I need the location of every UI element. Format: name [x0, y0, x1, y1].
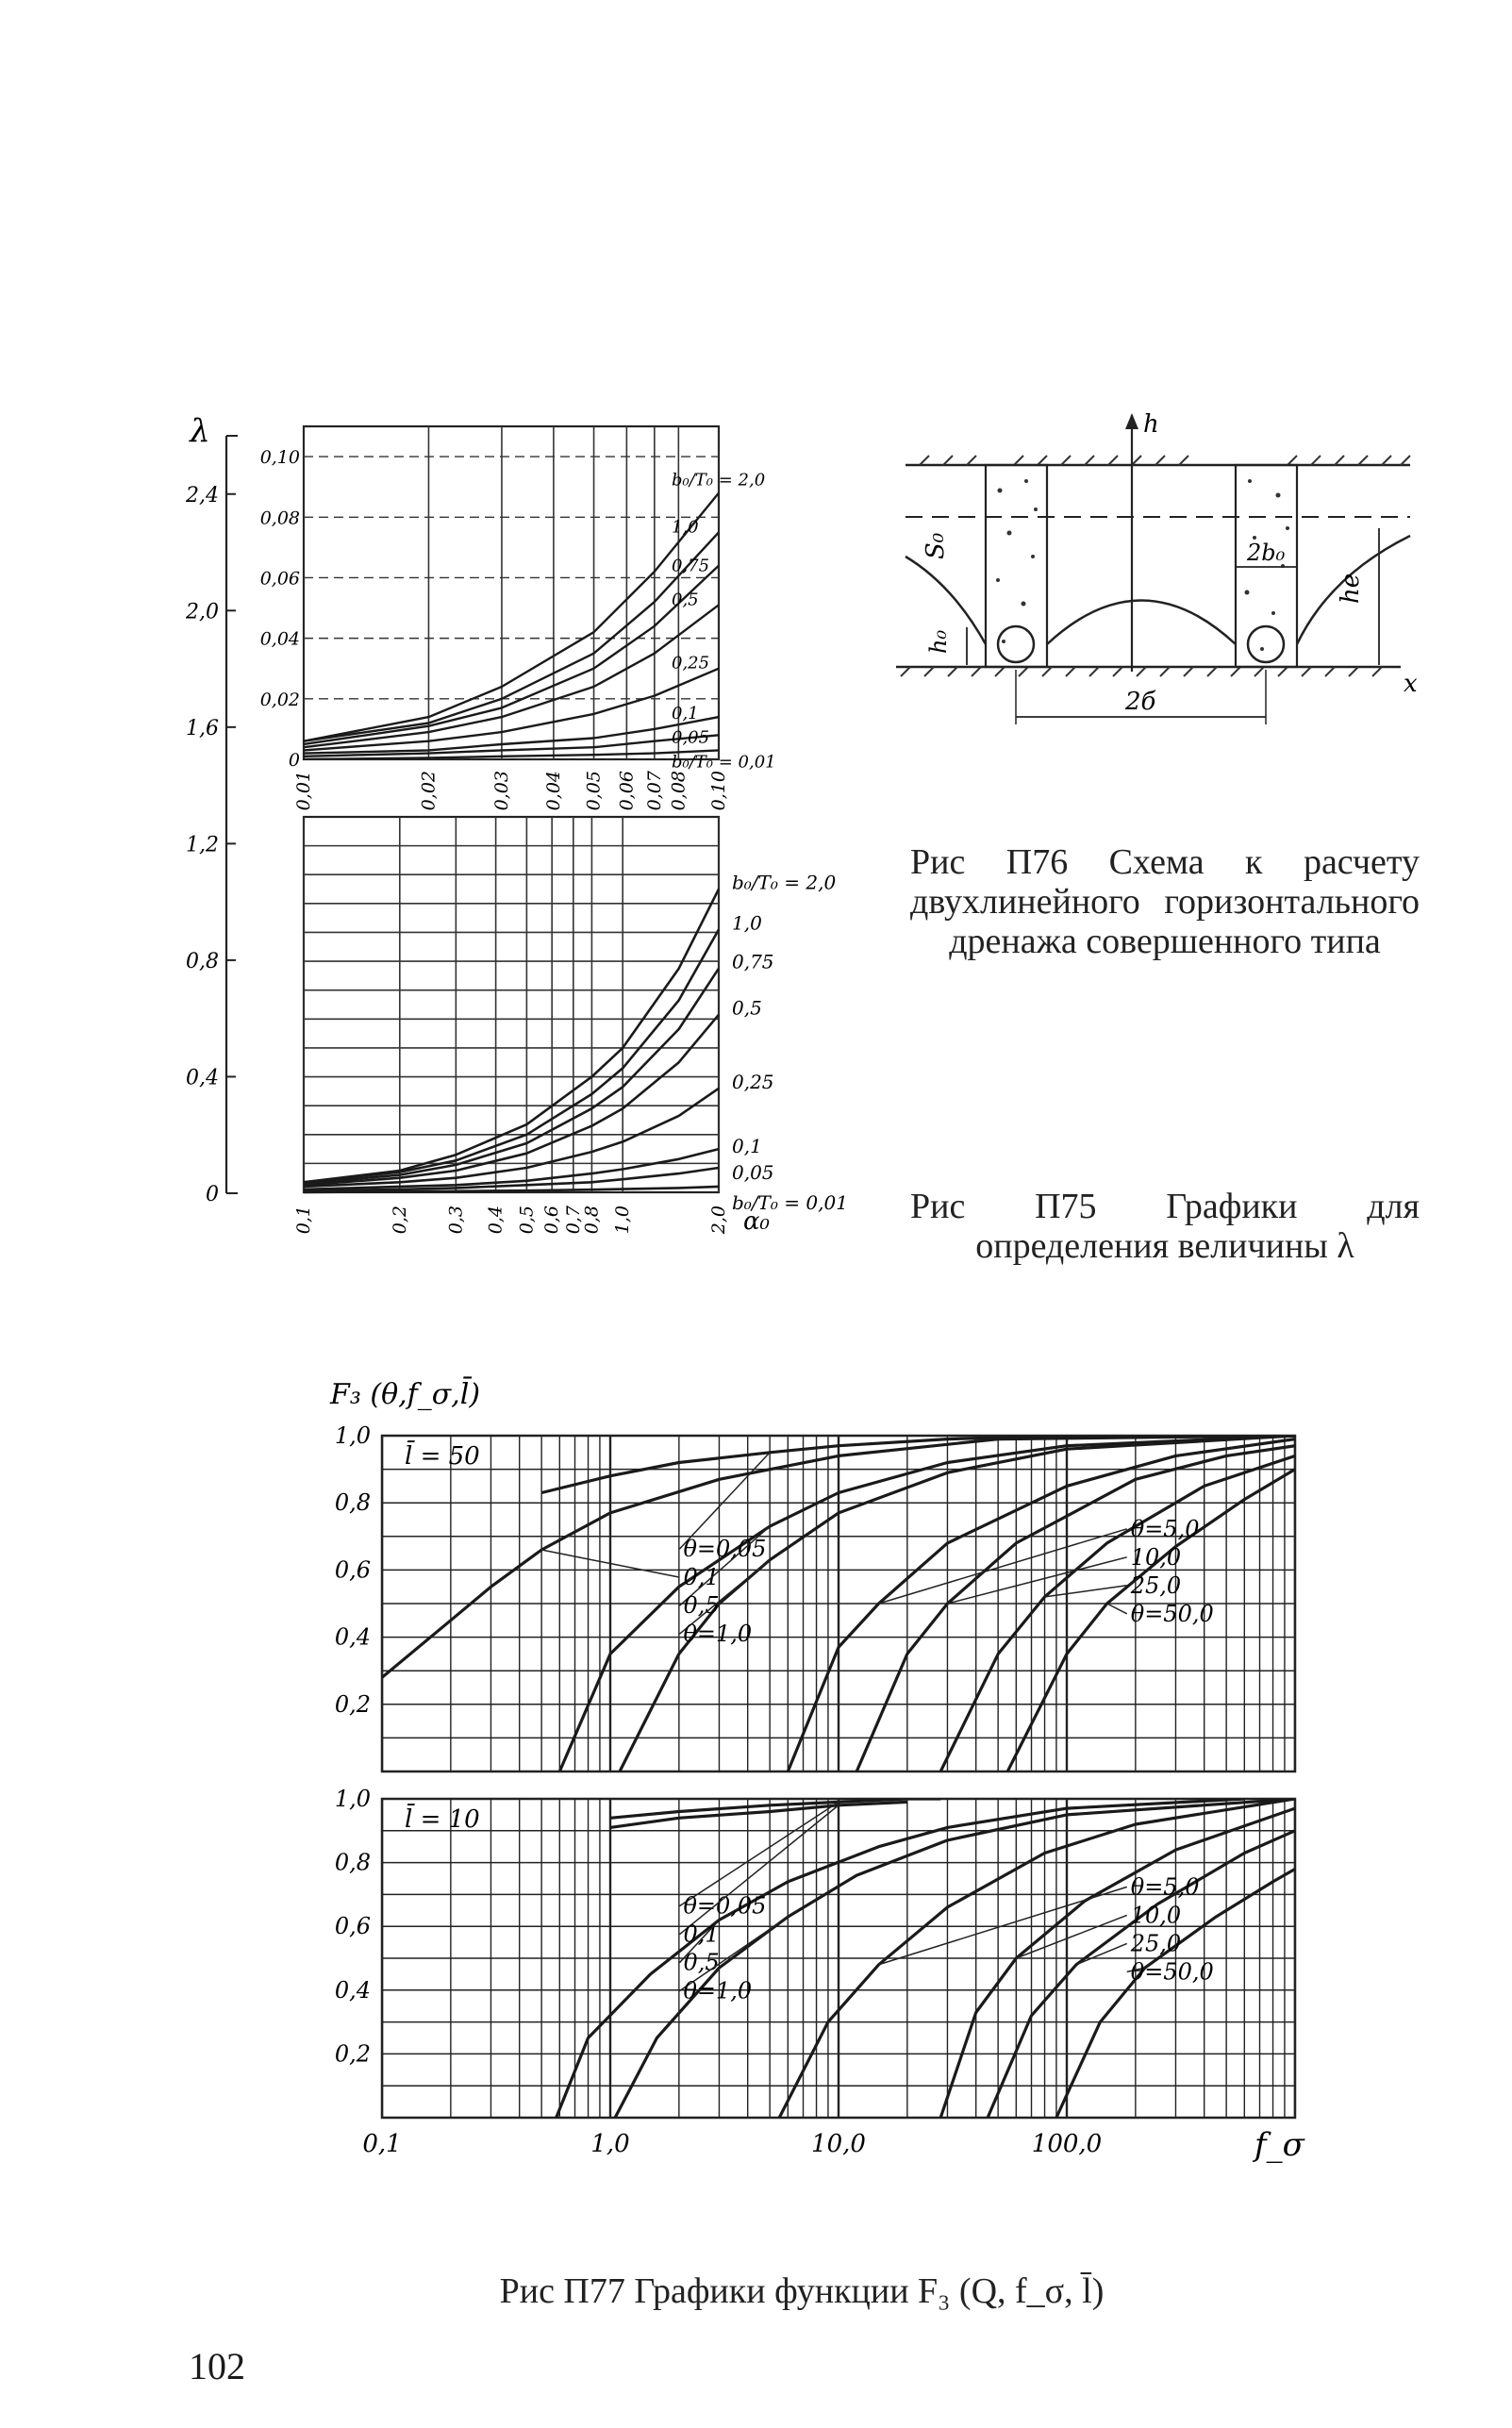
ground-hatching — [920, 456, 1410, 465]
fig77-f3-chart — [329, 1375, 1305, 2164]
fig75-main-xtick-label: 1,0 — [612, 1206, 634, 1235]
fig75-main-xtick-label: 0,6 — [541, 1206, 563, 1235]
series-line-3 — [304, 605, 719, 747]
fig77-ytick-label: 0,8 — [334, 1849, 371, 1876]
fig77-xtick-label: 0,1 — [362, 2130, 402, 2158]
fig77-ytick-label: 0,6 — [334, 1913, 371, 1940]
fig77-series-label: θ=5,0 — [1130, 1515, 1200, 1542]
fig75-inset-series-label: 0,25 — [672, 653, 710, 674]
fig75-main-xtick-label: 0,3 — [445, 1206, 467, 1235]
leader-line — [1016, 1915, 1126, 1958]
series-line-2 — [304, 566, 719, 744]
gravel-dots — [996, 479, 1289, 651]
fig77-ytick-label: 0,2 — [334, 1690, 371, 1718]
fig77-panel-bottom — [335, 1786, 1295, 2158]
base-hatching — [901, 667, 1382, 676]
fig77-caption: Рис П77 Графики функции F₃ (Q, f_σ, l̄) — [499, 2271, 1105, 2311]
fig77-series-label: θ=1,0 — [683, 1977, 753, 2004]
lambda-tick-label: 0,8 — [186, 949, 219, 973]
series-line-1 — [304, 532, 719, 740]
page-number: 102 — [189, 2345, 245, 2387]
fig75-main-xtick-label: 0,2 — [389, 1206, 410, 1235]
fig77-ytick-label: 0,2 — [334, 2040, 371, 2068]
depression-curve-middle — [1047, 601, 1236, 645]
fig75-inset-ytick-label: 0,02 — [259, 689, 300, 710]
two-sigma-label: 2б — [1125, 688, 1156, 716]
two-b0-label: 2b₀ — [1247, 540, 1286, 566]
fig75-main-series-label: 0,5 — [732, 996, 762, 1020]
lambda-tick-label: 1,2 — [186, 833, 219, 857]
series-line-5 — [856, 1446, 1295, 1771]
fig75-inset-xtick-label: 0,10 — [708, 771, 729, 811]
fig75-inset-series-label: 0,05 — [672, 727, 710, 748]
fig77-ytick-label: 1,0 — [334, 1786, 371, 1812]
fig75-inset-ytick-label: 0,10 — [259, 447, 300, 469]
fig75-y-axis-label: λ — [190, 412, 210, 450]
lambda-tick-label: 2,4 — [186, 483, 219, 507]
fig75-inset-xtick-label: 0,02 — [418, 771, 440, 811]
fig75-inset-xtick-label: 0,06 — [616, 771, 638, 811]
fig77-panel-label: l̄ = 50 — [405, 1442, 480, 1471]
fig77-series-label: θ=5,0 — [1130, 1873, 1200, 1901]
fig75-main-series-label: 0,1 — [732, 1135, 762, 1158]
fig77-ytick-label: 1,0 — [334, 1422, 371, 1449]
fig75-inset-series-label: 0,5 — [672, 590, 699, 610]
fig75-inset-series-label: 1,0 — [672, 517, 699, 538]
fig75-main-xtick-label: 2,0 — [708, 1206, 729, 1235]
fig77-ytick-label: 0,8 — [334, 1489, 371, 1517]
fig75-main-series-label: b₀/T₀ = 2,0 — [732, 871, 837, 894]
fig75-inset-series-label: b₀/T₀ = 2,0 — [672, 470, 766, 491]
fig75-main-series-label: 1,0 — [732, 911, 762, 935]
fig77-xtick-label: 1,0 — [590, 2130, 630, 2158]
lambda-tick-label: 0 — [206, 1183, 219, 1206]
fig75-main-series-label: b₀/T₀ = 0,01 — [732, 1190, 848, 1214]
fig75-main-xtick-label: 0,8 — [581, 1206, 603, 1235]
fig77-series-label: 25,0 — [1130, 1572, 1182, 1599]
fig77-panel-top — [335, 1422, 1295, 1771]
s0-label: S₀ — [922, 532, 950, 559]
lambda-tick-label: 0,4 — [186, 1066, 219, 1090]
fig77-series-label: 25,0 — [1130, 1930, 1182, 1957]
h0-label: h₀ — [925, 629, 952, 654]
fig75-inset-ytick-label: 0,08 — [259, 507, 300, 529]
fig75-main-series-label: 0,05 — [732, 1160, 774, 1184]
fig77-series-label: 0,5 — [683, 1949, 720, 1976]
fig77-series-label: θ=0,05 — [683, 1892, 767, 1920]
lambda-tick-label: 2,0 — [186, 600, 219, 624]
fig77-series-label: θ=50,0 — [1130, 1600, 1214, 1627]
fig75-inset-xtick-label: 0,05 — [583, 771, 605, 811]
fig75-lambda-chart — [185, 412, 848, 1236]
fig75-inset-ytick-label: 0,04 — [259, 628, 300, 650]
fig75-main-xtick-label: 0,4 — [485, 1206, 507, 1235]
fig75-inset-xtick-label: 0,07 — [643, 771, 665, 811]
series-line-4 — [788, 1439, 1295, 1771]
fig75-main-xtick-label: 0,5 — [516, 1206, 538, 1235]
fig75-inset-ytick-label: 0,06 — [259, 568, 300, 590]
fig75-main-xtick-label: 0,7 — [562, 1206, 584, 1235]
fig75-main-series-label: 0,25 — [732, 1070, 774, 1093]
fig75-main-xtick-label: 0,1 — [293, 1206, 314, 1235]
lambda-tick-label: 1,6 — [186, 716, 219, 740]
fig75-x-axis-label: α₀ — [743, 1207, 770, 1236]
fig77-ytick-label: 0,6 — [334, 1556, 371, 1584]
fig77-ytick-label: 0,4 — [334, 1976, 371, 2004]
left-trench — [986, 465, 1047, 667]
he-label: he — [1337, 573, 1365, 604]
x-axis-label: x — [1404, 670, 1418, 698]
fig77-xtick-label: 100,0 — [1031, 2130, 1103, 2158]
fig75-inset-xtick-label: 0,01 — [293, 771, 314, 811]
fig76-caption: Рис П76 Схема к расчету двухлинейного горизонтального дренажа совершенного типа — [910, 842, 1420, 961]
left-drain-pipe — [998, 626, 1034, 662]
fig77-panel-label: l̄ = 10 — [405, 1805, 480, 1834]
leader-line — [1107, 1604, 1127, 1614]
fig77-series-label: θ=50,0 — [1130, 1958, 1214, 1986]
fig75-inset-xtick-label: 0,03 — [490, 771, 512, 811]
fig75-main-panel — [293, 817, 848, 1236]
fig77-xtick-label: 10,0 — [811, 2130, 866, 2158]
fig76-drainage-schematic — [896, 410, 1418, 724]
fig75-inset-series-label: 0,75 — [672, 556, 710, 576]
fig77-series-label: 0,1 — [683, 1921, 720, 1948]
right-drain-pipe — [1248, 626, 1284, 662]
fig75-main-series-label: 0,75 — [732, 950, 774, 973]
series-line-1 — [304, 929, 719, 1182]
fig77-series-label: 10,0 — [1130, 1543, 1182, 1571]
series-line-3 — [304, 1015, 719, 1186]
fig75-inset-series-label: b₀/T₀ = 0,01 — [672, 752, 776, 773]
fig75-inset-xtick-label: 0,04 — [542, 771, 564, 811]
fig75-inset-panel — [260, 426, 776, 810]
fig75-inset-ytick-label: 0 — [288, 750, 300, 771]
fig75-lambda-axis — [185, 412, 238, 1206]
fig77-series-label: 0,5 — [683, 1592, 720, 1620]
fig77-series-label: θ=0,05 — [683, 1536, 767, 1563]
h-axis-label: h — [1143, 410, 1159, 439]
fig77-y-axis-label: F₃ (θ,f_σ,l̄) — [330, 1378, 481, 1411]
fig77-series-label: θ=1,0 — [683, 1621, 753, 1648]
fig75-caption: Рис П75 Графики для определения величины λ — [910, 1187, 1420, 1266]
fig77-series-label: 0,1 — [683, 1564, 720, 1591]
series-line-4 — [304, 1089, 719, 1187]
fig75-inset-series-label: 0,1 — [672, 704, 699, 724]
fig77-x-axis-label: f_σ — [1254, 2126, 1304, 2164]
right-trench — [1236, 465, 1297, 667]
fig75-inset-xtick-label: 0,08 — [668, 771, 690, 811]
fig77-series-label: 10,0 — [1130, 1902, 1182, 1929]
fig77-ytick-label: 0,4 — [334, 1623, 371, 1651]
